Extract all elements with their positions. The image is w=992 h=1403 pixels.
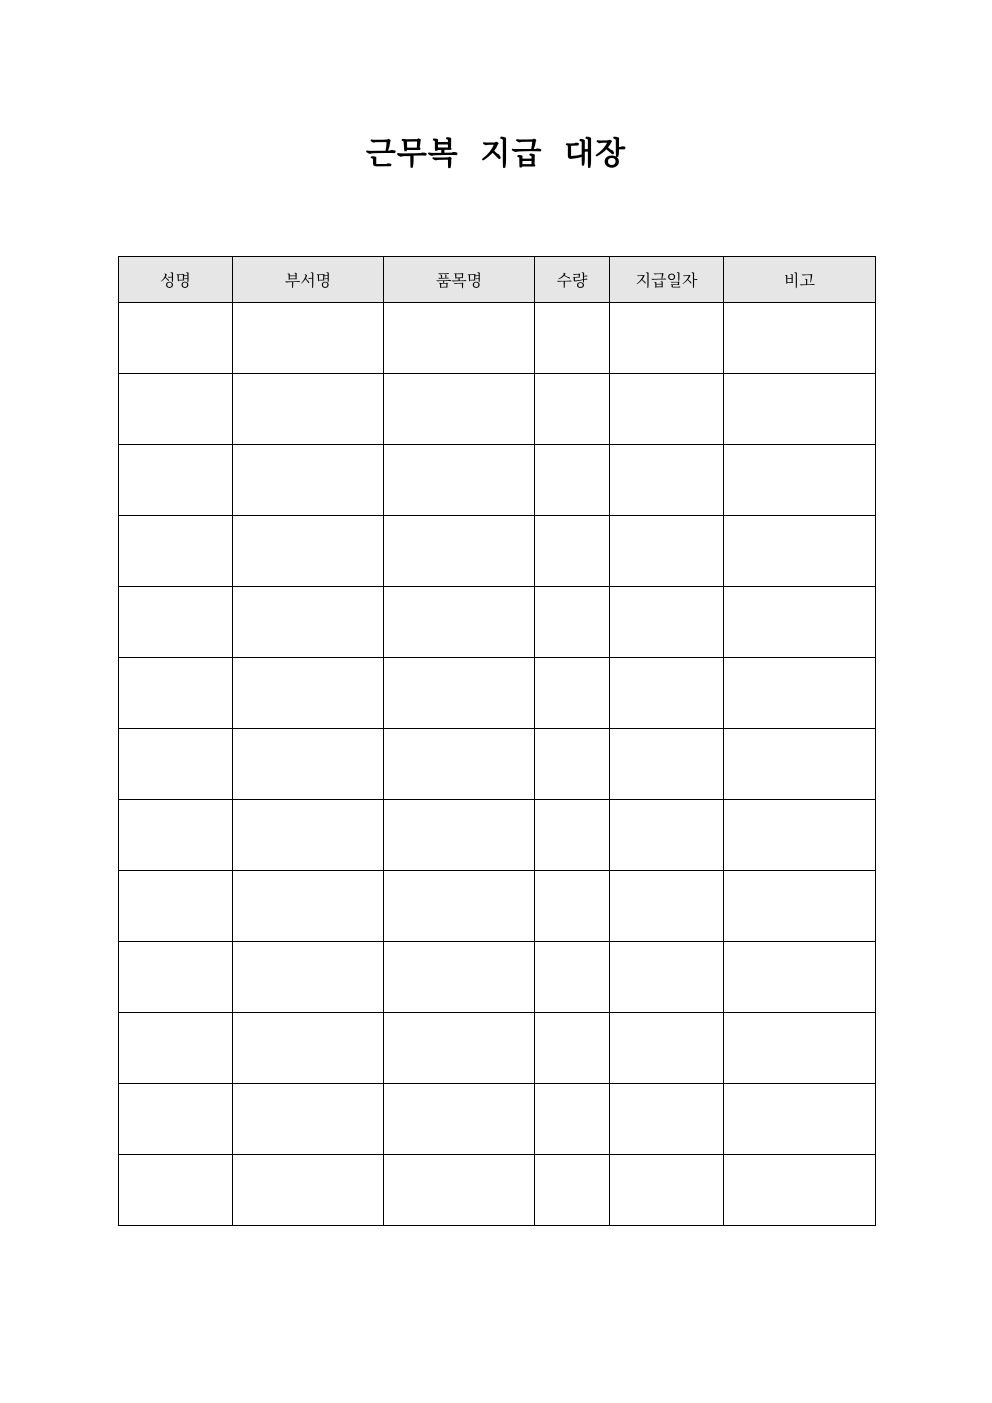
- remarks-cell[interactable]: [724, 374, 876, 445]
- table-header: [119, 257, 876, 303]
- table-row: [119, 658, 876, 729]
- item-name-cell[interactable]: [384, 445, 535, 516]
- header-issue-date: 지급일자: [610, 257, 724, 303]
- table-row: [119, 729, 876, 800]
- item-name-cell[interactable]: [384, 1013, 535, 1084]
- table-row: [119, 587, 876, 658]
- name-cell[interactable]: [119, 1084, 233, 1155]
- item-name-cell[interactable]: [384, 800, 535, 871]
- department-cell[interactable]: [233, 871, 384, 942]
- name-cell[interactable]: [119, 445, 233, 516]
- issue-date-cell[interactable]: [610, 303, 724, 374]
- name-cell[interactable]: [119, 587, 233, 658]
- item-name-cell[interactable]: [384, 729, 535, 800]
- name-cell[interactable]: [119, 800, 233, 871]
- remarks-cell[interactable]: [724, 1013, 876, 1084]
- issue-date-cell[interactable]: [610, 1013, 724, 1084]
- remarks-cell[interactable]: [724, 729, 876, 800]
- quantity-cell[interactable]: [535, 871, 610, 942]
- table-body: [119, 303, 876, 1226]
- item-name-cell[interactable]: [384, 658, 535, 729]
- table-row: [119, 1084, 876, 1155]
- issue-date-cell[interactable]: [610, 871, 724, 942]
- table-row: [119, 374, 876, 445]
- table-row: [119, 1155, 876, 1226]
- quantity-cell[interactable]: [535, 1013, 610, 1084]
- quantity-cell[interactable]: [535, 587, 610, 658]
- quantity-cell[interactable]: [535, 445, 610, 516]
- item-name-cell[interactable]: [384, 587, 535, 658]
- remarks-cell[interactable]: [724, 942, 876, 1013]
- quantity-cell[interactable]: [535, 729, 610, 800]
- item-name-cell[interactable]: [384, 1084, 535, 1155]
- item-name-cell[interactable]: [384, 942, 535, 1013]
- name-cell[interactable]: [119, 658, 233, 729]
- table-row: [119, 303, 876, 374]
- name-cell[interactable]: [119, 303, 233, 374]
- issue-date-cell[interactable]: [610, 374, 724, 445]
- name-cell[interactable]: [119, 1013, 233, 1084]
- quantity-cell[interactable]: [535, 1084, 610, 1155]
- name-cell[interactable]: [119, 871, 233, 942]
- remarks-cell[interactable]: [724, 1084, 876, 1155]
- department-cell[interactable]: [233, 1155, 384, 1226]
- quantity-cell[interactable]: [535, 1155, 610, 1226]
- remarks-cell[interactable]: [724, 303, 876, 374]
- issue-date-cell[interactable]: [610, 800, 724, 871]
- name-cell[interactable]: [119, 729, 233, 800]
- header-remarks: 비고: [724, 257, 876, 303]
- uniform-issue-table: [118, 256, 876, 1226]
- department-cell[interactable]: [233, 516, 384, 587]
- item-name-cell[interactable]: [384, 1155, 535, 1226]
- header-row: [119, 257, 876, 303]
- name-cell[interactable]: [119, 374, 233, 445]
- quantity-cell[interactable]: [535, 374, 610, 445]
- issue-date-cell[interactable]: [610, 516, 724, 587]
- department-cell[interactable]: [233, 658, 384, 729]
- header-item-name: 품목명: [384, 257, 535, 303]
- page-title: 근무복 지급 대장: [365, 136, 627, 172]
- department-cell[interactable]: [233, 1013, 384, 1084]
- item-name-cell[interactable]: [384, 871, 535, 942]
- quantity-cell[interactable]: [535, 942, 610, 1013]
- issue-date-cell[interactable]: [610, 1155, 724, 1226]
- quantity-cell[interactable]: [535, 800, 610, 871]
- department-cell[interactable]: [233, 303, 384, 374]
- department-cell[interactable]: [233, 800, 384, 871]
- department-cell[interactable]: [233, 587, 384, 658]
- name-cell[interactable]: [119, 1155, 233, 1226]
- name-cell[interactable]: [119, 942, 233, 1013]
- table-row: [119, 871, 876, 942]
- department-cell[interactable]: [233, 445, 384, 516]
- quantity-cell[interactable]: [535, 658, 610, 729]
- header-quantity: 수량: [535, 257, 610, 303]
- table-row: [119, 800, 876, 871]
- remarks-cell[interactable]: [724, 871, 876, 942]
- table-row: [119, 445, 876, 516]
- quantity-cell[interactable]: [535, 303, 610, 374]
- name-cell[interactable]: [119, 516, 233, 587]
- issue-date-cell[interactable]: [610, 942, 724, 1013]
- issue-date-cell[interactable]: [610, 445, 724, 516]
- remarks-cell[interactable]: [724, 658, 876, 729]
- remarks-cell[interactable]: [724, 1155, 876, 1226]
- issue-date-cell[interactable]: [610, 1084, 724, 1155]
- issue-date-cell[interactable]: [610, 587, 724, 658]
- remarks-cell[interactable]: [724, 800, 876, 871]
- department-cell[interactable]: [233, 374, 384, 445]
- quantity-cell[interactable]: [535, 516, 610, 587]
- item-name-cell[interactable]: [384, 374, 535, 445]
- table-row: [119, 516, 876, 587]
- issue-date-cell[interactable]: [610, 658, 724, 729]
- department-cell[interactable]: [233, 942, 384, 1013]
- remarks-cell[interactable]: [724, 516, 876, 587]
- item-name-cell[interactable]: [384, 516, 535, 587]
- remarks-cell[interactable]: [724, 445, 876, 516]
- header-name: 성명: [119, 257, 233, 303]
- department-cell[interactable]: [233, 729, 384, 800]
- issue-date-cell[interactable]: [610, 729, 724, 800]
- remarks-cell[interactable]: [724, 587, 876, 658]
- header-department: 부서명: [233, 257, 384, 303]
- department-cell[interactable]: [233, 1084, 384, 1155]
- table-row: [119, 1013, 876, 1084]
- item-name-cell[interactable]: [384, 303, 535, 374]
- table-row: [119, 942, 876, 1013]
